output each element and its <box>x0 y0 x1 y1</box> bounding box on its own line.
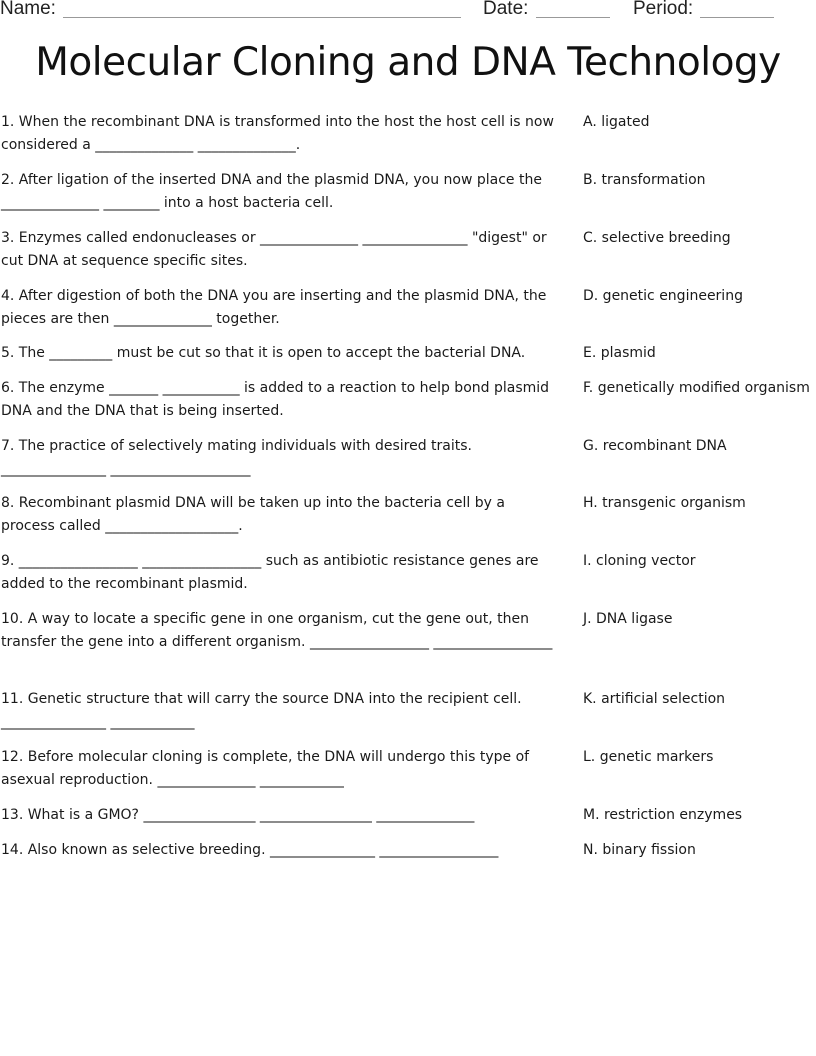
answer-i: I. cloning vector <box>583 553 696 569</box>
answer-e: E. plasmid <box>583 345 656 361</box>
question-10: 10. A way to locate a specific gene in one organism, cut the gene out, then transfer the gene into a different organism. _________________ _________________ <box>1 611 553 650</box>
name-field[interactable] <box>63 17 461 18</box>
question-9: 9. _________________ _________________ such as antibiotic resistance genes are added to the recombinant plasmid. <box>1 553 539 592</box>
question-2: 2. After ligation of the inserted DNA and the plasmid DNA, you now place the ______________ ________ into a host bacteria cell. <box>1 172 542 211</box>
question-12: 12. Before molecular cloning is complete, the DNA will undergo this type of asexual reproduction. ______________ ____________ <box>1 749 530 788</box>
question-5: 5. The _________ must be cut so that it is open to accept the bacterial DNA. <box>1 345 526 361</box>
answer-c: C. selective breeding <box>583 230 731 246</box>
name-label: Name: <box>0 0 56 19</box>
answer-m: M. restriction enzymes <box>583 807 743 823</box>
question-13: 13. What is a GMO? ________________ ________________ ______________ <box>1 807 475 823</box>
answer-g: G. recombinant DNA <box>583 438 727 454</box>
answer-l: L. genetic markers <box>583 749 714 765</box>
answer-n: N. binary fission <box>583 842 696 858</box>
answer-j: J. DNA ligase <box>583 611 673 627</box>
question-1: 1. When the recombinant DNA is transformed into the host the host cell is now considered a ______________ ______________. <box>1 114 554 153</box>
date-field[interactable] <box>536 17 610 18</box>
answer-h: H. transgenic organism <box>583 495 746 511</box>
answer-k: K. artificial selection <box>583 691 726 707</box>
question-8: 8. Recombinant plasmid DNA will be taken up into the bacteria cell by a process called ___________________. <box>1 495 505 534</box>
question-11: 11. Genetic structure that will carry the source DNA into the recipient cell. _______________ ____________ <box>1 691 522 730</box>
period-field[interactable] <box>700 17 774 18</box>
worksheet-header <box>0 0 816 24</box>
question-14: 14. Also known as selective breeding. _______________ _________________ <box>1 842 499 858</box>
answer-d: D. genetic engineering <box>583 288 743 304</box>
question-4: 4. After digestion of both the DNA you are inserting and the plasmid DNA, the pieces are then ______________ together. <box>1 288 547 327</box>
question-6: 6. The enzyme _______ ___________ is added to a reaction to help bond plasmid DNA and the DNA that is being inserted. <box>1 380 550 419</box>
question-7: 7. The practice of selectively mating individuals with desired traits. _______________ ____________________ <box>1 438 472 477</box>
answer-b: B. transformation <box>583 172 706 188</box>
period-label: Period: <box>633 0 694 19</box>
date-label: Date: <box>483 0 529 19</box>
answer-f: F. genetically modified organism <box>583 380 810 396</box>
page-title: Molecular Cloning and DNA Technology <box>35 40 781 85</box>
answer-a: A. ligated <box>583 114 650 130</box>
question-3: 3. Enzymes called endonucleases or ______________ _______________ "digest" or cut DNA at sequence specific sites. <box>1 230 547 269</box>
